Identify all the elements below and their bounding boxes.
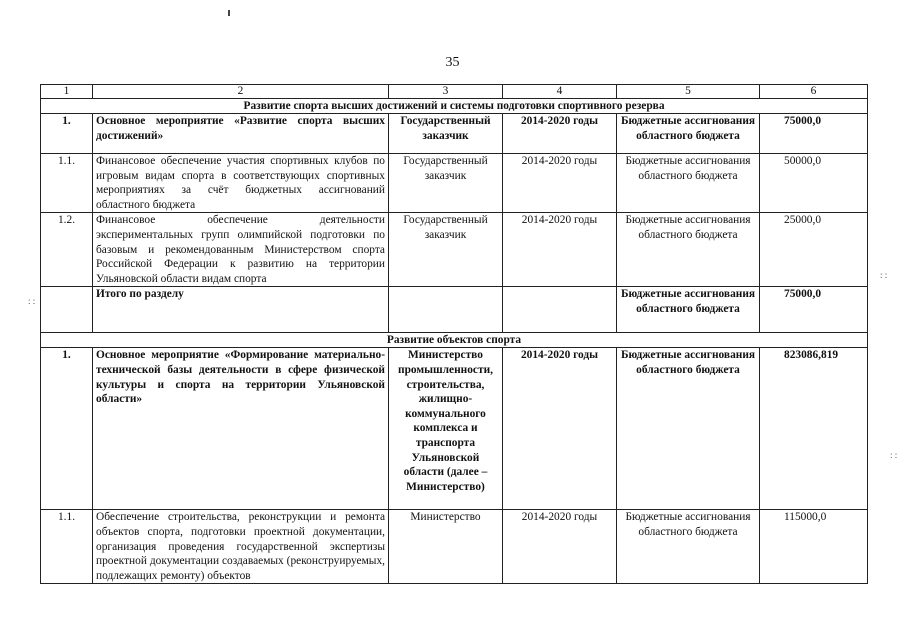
table-row — [41, 114, 868, 154]
row-period: 2014-2020 годы — [503, 348, 617, 510]
row-executor: Государственный заказчик — [389, 154, 503, 213]
scan-dots: : : — [28, 296, 36, 306]
column-number: 1 — [41, 85, 93, 99]
table-row — [41, 348, 868, 510]
row-executor: Государственный заказчик — [389, 213, 503, 287]
column-number: 4 — [503, 85, 617, 99]
row-funding-source: Бюджетные ассигнования областного бюджета — [617, 510, 760, 584]
table-row — [41, 287, 868, 333]
column-number: 2 — [93, 85, 389, 99]
row-funding-source: Бюджетные ассигнования областного бюджета — [617, 287, 760, 333]
table-body — [41, 85, 868, 584]
row-amount: 75000,0 — [760, 287, 868, 333]
row-executor: Государственный заказчик — [389, 114, 503, 154]
row-description: Основное мероприятие «Формирование материально-технической базы деятельности в сфере физической культуры и спорта на территории Ульяновской области» — [93, 348, 389, 510]
section-header-row — [41, 99, 868, 114]
row-amount: 75000,0 — [760, 114, 868, 154]
section-header-row — [41, 333, 868, 348]
scan-dots: : : — [890, 450, 898, 460]
row-amount: 115000,0 — [760, 510, 868, 584]
row-period: 2014-2020 годы — [503, 154, 617, 213]
row-funding-source: Бюджетные ассигнования областного бюджета — [617, 213, 760, 287]
table-row — [41, 213, 868, 287]
scan-dots: : : — [880, 270, 888, 280]
table-row — [41, 154, 868, 213]
row-period: 2014-2020 годы — [503, 114, 617, 154]
row-period — [503, 287, 617, 333]
column-number: 5 — [617, 85, 760, 99]
row-number — [41, 287, 93, 333]
row-description: Итого по разделу — [93, 287, 389, 333]
row-number: 1.1. — [41, 154, 93, 213]
row-description: Основное мероприятие «Развитие спорта высших достижений» — [93, 114, 389, 154]
row-period: 2014-2020 годы — [503, 510, 617, 584]
row-number: 1.1. — [41, 510, 93, 584]
row-funding-source: Бюджетные ассигнования областного бюджета — [617, 114, 760, 154]
row-amount: 50000,0 — [760, 154, 868, 213]
row-description: Обеспечение строительства, реконструкции и ремонта объектов спорта, подготовки проектной документации, организация проведения государственной экспертизы проектной документации создаваемых (реконструируемых, подлежащих ремонту) объектов — [93, 510, 389, 584]
row-amount: 25000,0 — [760, 213, 868, 287]
column-number: 3 — [389, 85, 503, 99]
row-executor: Министерство — [389, 510, 503, 584]
row-description: Финансовое обеспечение участия спортивных клубов по игровым видам спорта в соответствующих спортивных мероприятиях за счёт бюджетных ассигнований областного бюджета — [93, 154, 389, 213]
row-period: 2014-2020 годы — [503, 213, 617, 287]
section-title: Развитие спорта высших достижений и системы подготовки спортивного резерва — [41, 99, 868, 114]
row-amount: 823086,819 — [760, 348, 868, 510]
column-number: 6 — [760, 85, 868, 99]
page-number: 35 — [445, 55, 460, 70]
row-funding-source: Бюджетные ассигнования областного бюджета — [617, 348, 760, 510]
table-row — [41, 510, 868, 584]
scan-mark — [228, 10, 230, 16]
row-number: 1. — [41, 114, 93, 154]
program-table — [40, 84, 868, 584]
row-executor: Министерство промышленности, строительства, жилищно-коммунального комплекса и транспорта Ульяновской области (далее – Министерство) — [389, 348, 503, 510]
row-executor — [389, 287, 503, 333]
row-number: 1. — [41, 348, 93, 510]
section-title: Развитие объектов спорта — [41, 333, 868, 348]
column-numbers-row — [41, 85, 868, 99]
row-description: Финансовое обеспечение деятельности экспериментальных групп олимпийской подготовки по базовым и рекомендованным Министерством спорта Российской Федерации к развитию на территории Ульяновской области видам спорта — [93, 213, 389, 287]
row-number: 1.2. — [41, 213, 93, 287]
row-funding-source: Бюджетные ассигнования областного бюджета — [617, 154, 760, 213]
